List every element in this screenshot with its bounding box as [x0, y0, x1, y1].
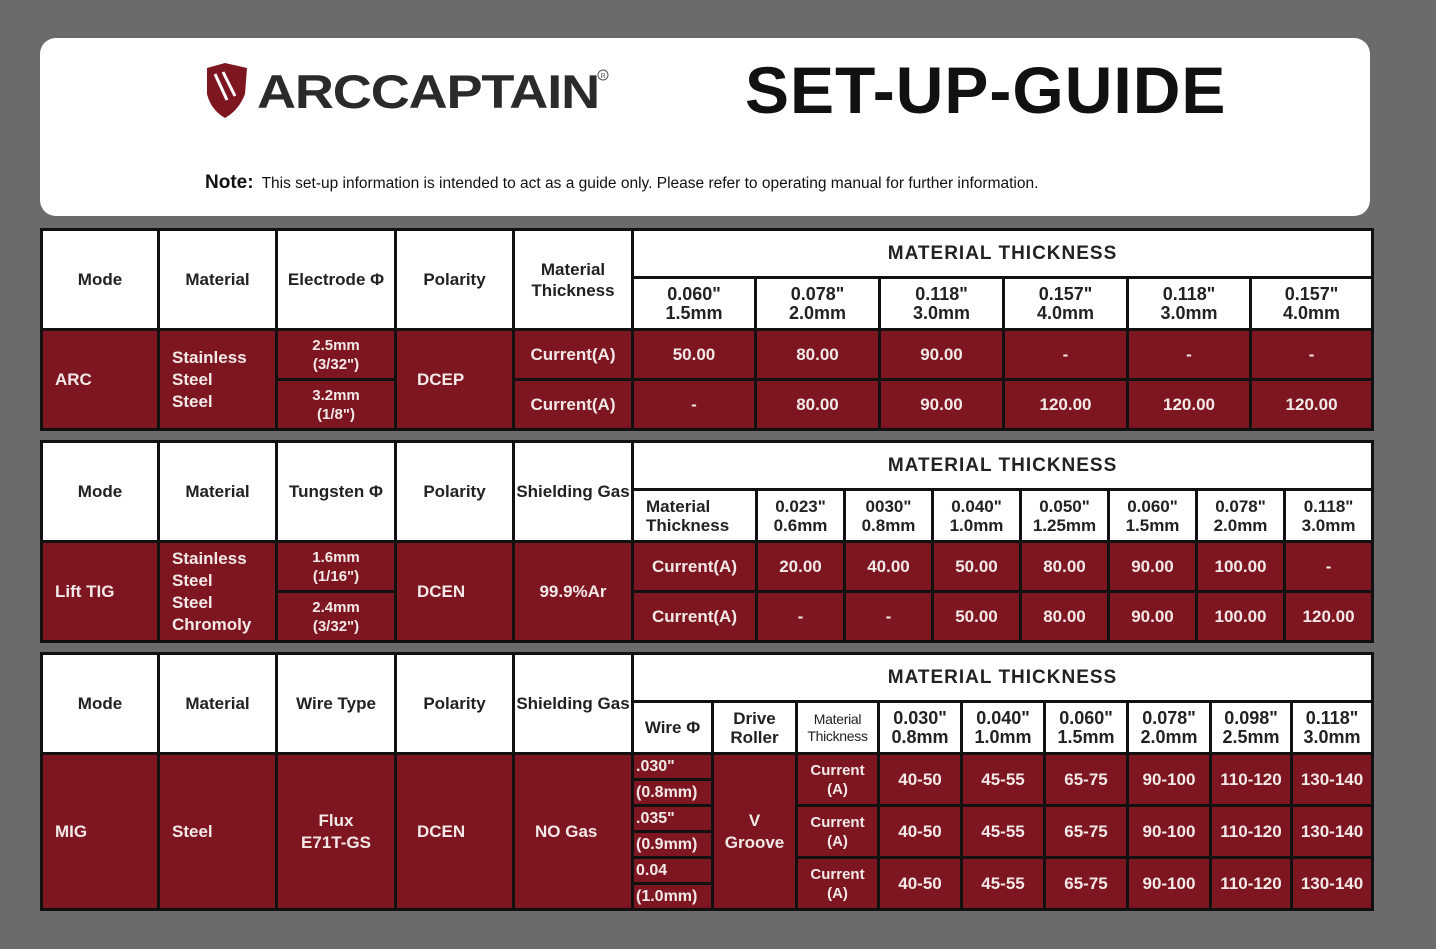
mig-group-header: MATERIAL THICKNESS — [633, 654, 1373, 702]
arc-cell: - — [633, 380, 756, 430]
note-label: Note: — [205, 172, 254, 193]
arc-cell: 120.00 — [1128, 380, 1251, 430]
mig-roller: V Groove — [713, 754, 797, 910]
mig-head-roller: Drive Roller — [713, 702, 797, 754]
tig-cell: 80.00 — [1021, 542, 1109, 592]
brand-name: ARCCAPTAIN — [257, 65, 599, 118]
mig-gas: NO Gas — [514, 754, 633, 910]
tig-cell: 20.00 — [757, 542, 845, 592]
mig-head-gas: Shielding Gas — [514, 654, 633, 754]
arc-cell: 90.00 — [880, 380, 1004, 430]
tig-polarity: DCEN — [396, 542, 514, 642]
mig-cell: 40-50 — [879, 858, 962, 910]
arc-col-3: 0.118" 3.0mm — [880, 278, 1004, 330]
arc-row1-label: Current(A) — [514, 330, 633, 380]
arc-head-thickness: Material Thickness — [514, 230, 633, 330]
arc-cell: 120.00 — [1251, 380, 1373, 430]
tig-col-2: 0030" 0.8mm — [845, 490, 933, 542]
tig-col-7: 0.118" 3.0mm — [1285, 490, 1373, 542]
mig-row1-label: Current (A) — [797, 754, 879, 806]
tig-row2-label: Current(A) — [633, 592, 757, 642]
arc-col-1: 0.060" 1.5mm — [633, 278, 756, 330]
mig-cell: 130-140 — [1292, 806, 1373, 858]
tig-cell: 40.00 — [845, 542, 933, 592]
tig-col-6: 0.078" 2.0mm — [1197, 490, 1285, 542]
tig-cell: 100.00 — [1197, 592, 1285, 642]
tig-cell: 80.00 — [1021, 592, 1109, 642]
mig-cell: 45-55 — [962, 806, 1045, 858]
mig-wire-1-mm: (0.8mm) — [633, 780, 713, 806]
tig-col-5: 0.060" 1.5mm — [1109, 490, 1197, 542]
arc-col-4: 0.157" 4.0mm — [1004, 278, 1128, 330]
tig-cell: - — [757, 592, 845, 642]
mig-polarity: DCEN — [396, 754, 514, 910]
tig-cell: - — [845, 592, 933, 642]
arc-head-electrode: Electrode Φ — [277, 230, 396, 330]
mig-cell: 40-50 — [879, 754, 962, 806]
mig-wire-2: .035" — [633, 806, 713, 832]
mig-head-wire-type: Wire Type — [277, 654, 396, 754]
arc-col-5: 0.118" 3.0mm — [1128, 278, 1251, 330]
mig-head-material: Material — [159, 654, 277, 754]
tig-material: Stainless Steel Steel Chromoly — [159, 542, 277, 642]
svg-text:R: R — [600, 73, 606, 80]
mig-cell: 90-100 — [1128, 806, 1211, 858]
tig-col-4: 0.050" 1.25mm — [1021, 490, 1109, 542]
mig-cell: 65-75 — [1045, 858, 1128, 910]
arc-cell: - — [1004, 330, 1128, 380]
mig-row3-label: Current (A) — [797, 858, 879, 910]
mig-col-2: 0.040" 1.0mm — [962, 702, 1045, 754]
mig-wire-type: Flux E71T-GS — [277, 754, 396, 910]
arc-col-6: 0.157" 4.0mm — [1251, 278, 1373, 330]
mig-head-wire: Wire Φ — [633, 702, 713, 754]
mig-cell: 45-55 — [962, 858, 1045, 910]
tig-head-mode: Mode — [42, 442, 159, 542]
mig-col-5: 0.098" 2.5mm — [1211, 702, 1292, 754]
tig-head-thickness: Material Thickness — [633, 490, 757, 542]
tig-head-material: Material — [159, 442, 277, 542]
arc-polarity: DCEP — [396, 330, 514, 430]
mig-col-1: 0.030" 0.8mm — [879, 702, 962, 754]
mig-cell: 130-140 — [1292, 858, 1373, 910]
arc-cell: 120.00 — [1004, 380, 1128, 430]
mig-mode: MIG — [42, 754, 159, 910]
arc-row2-label: Current(A) — [514, 380, 633, 430]
mig-cell: 65-75 — [1045, 806, 1128, 858]
tig-mode: Lift TIG — [42, 542, 159, 642]
arc-cell: - — [1128, 330, 1251, 380]
tig-row1-label: Current(A) — [633, 542, 757, 592]
mig-col-4: 0.078" 2.0mm — [1128, 702, 1211, 754]
tig-table — [40, 440, 1374, 643]
tig-head-tungsten: Tungsten Φ — [277, 442, 396, 542]
mig-cell: 90-100 — [1128, 858, 1211, 910]
mig-table — [40, 652, 1374, 911]
mig-head-mode: Mode — [42, 654, 159, 754]
mig-head-polarity: Polarity — [396, 654, 514, 754]
arc-head-mode: Mode — [42, 230, 159, 330]
tig-tungsten-1: 1.6mm (1/16") — [277, 542, 396, 592]
arc-col-2: 0.078" 2.0mm — [756, 278, 880, 330]
arc-head-material: Material — [159, 230, 277, 330]
arc-group-header: MATERIAL THICKNESS — [633, 230, 1373, 278]
arc-head-polarity: Polarity — [396, 230, 514, 330]
mig-material: Steel — [159, 754, 277, 910]
tig-tungsten-2: 2.4mm (3/32") — [277, 592, 396, 642]
tig-cell: 50.00 — [933, 592, 1021, 642]
mig-cell: 110-120 — [1211, 754, 1292, 806]
guide-title: SET-UP-GUIDE — [745, 53, 1227, 127]
mig-head-thickness: Material Thickness — [797, 702, 879, 754]
tig-gas: 99.9%Ar — [514, 542, 633, 642]
tig-cell: 120.00 — [1285, 592, 1373, 642]
mig-wire-1: .030" — [633, 754, 713, 780]
arc-cell: 80.00 — [756, 380, 880, 430]
mig-cell: 40-50 — [879, 806, 962, 858]
tig-cell: 50.00 — [933, 542, 1021, 592]
note-text: Note: This set-up information is intended to act as a guide only. Please refer to operating manual for further information. — [205, 172, 1039, 193]
mig-col-6: 0.118" 3.0mm — [1292, 702, 1373, 754]
mig-row2-label: Current (A) — [797, 806, 879, 858]
mig-cell: 45-55 — [962, 754, 1045, 806]
arc-cell: 90.00 — [880, 330, 1004, 380]
arc-cell: 80.00 — [756, 330, 880, 380]
mig-cell: 110-120 — [1211, 858, 1292, 910]
brand-logo — [205, 60, 615, 120]
mig-wire-2-mm: (0.9mm) — [633, 832, 713, 858]
tig-col-3: 0.040" 1.0mm — [933, 490, 1021, 542]
tig-group-header: MATERIAL THICKNESS — [633, 442, 1373, 490]
shield-icon — [207, 63, 247, 118]
mig-col-3: 0.060" 1.5mm — [1045, 702, 1128, 754]
mig-cell: 110-120 — [1211, 806, 1292, 858]
tig-col-1: 0.023" 0.6mm — [757, 490, 845, 542]
arc-mode: ARC — [42, 330, 159, 430]
tig-cell: 90.00 — [1109, 542, 1197, 592]
tig-cell: 90.00 — [1109, 592, 1197, 642]
arc-table — [40, 228, 1374, 431]
tig-cell: 100.00 — [1197, 542, 1285, 592]
arc-material: Stainless Steel Steel — [159, 330, 277, 430]
arc-electrode-2: 3.2mm (1/8") — [277, 380, 396, 430]
mig-wire-3: 0.04 — [633, 858, 713, 884]
tig-head-polarity: Polarity — [396, 442, 514, 542]
arc-electrode-1: 2.5mm (3/32") — [277, 330, 396, 380]
mig-cell: 65-75 — [1045, 754, 1128, 806]
mig-cell: 90-100 — [1128, 754, 1211, 806]
arc-cell: 50.00 — [633, 330, 756, 380]
mig-wire-3-mm: (1.0mm) — [633, 884, 713, 910]
tig-head-gas: Shielding Gas — [514, 442, 633, 542]
tig-cell: - — [1285, 542, 1373, 592]
arc-cell: - — [1251, 330, 1373, 380]
mig-cell: 130-140 — [1292, 754, 1373, 806]
